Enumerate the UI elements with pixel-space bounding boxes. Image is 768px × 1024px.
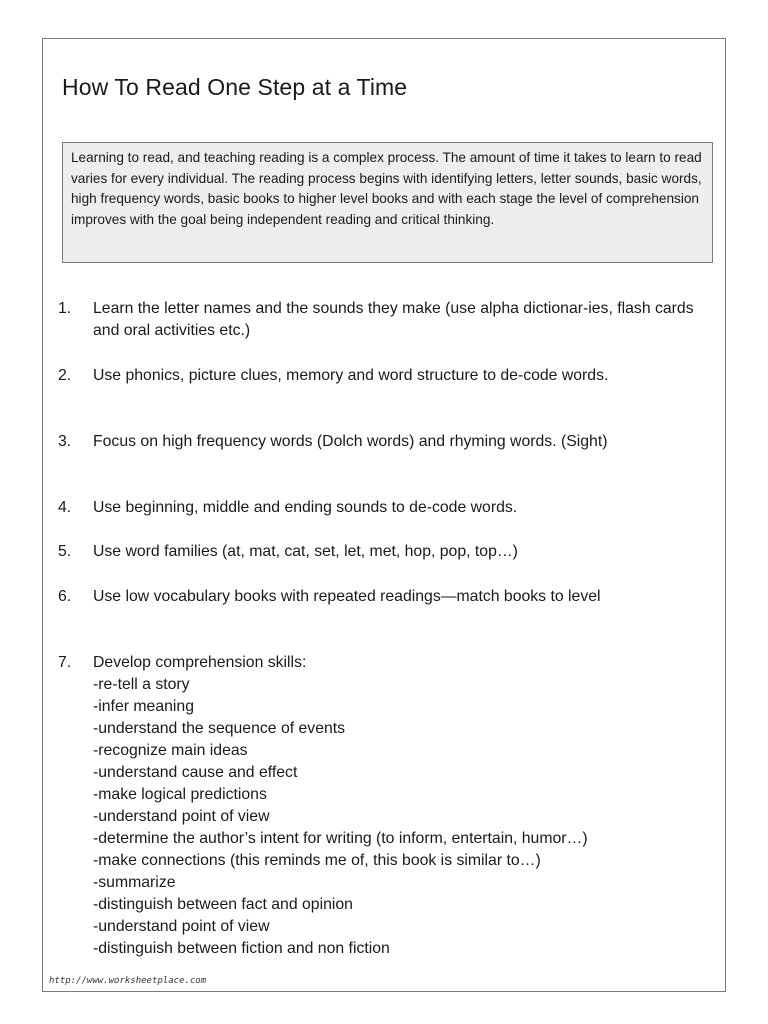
skill-item: -re-tell a story — [93, 676, 190, 693]
skill-item: -recognize main ideas — [93, 742, 248, 759]
step-text: Focus on high frequency words (Dolch words) and rhyming words. (Sight) — [93, 433, 608, 450]
step-text: Use beginning, middle and ending sounds to de-code words. — [93, 499, 518, 516]
skill-item: -understand point of view — [93, 918, 270, 935]
step-text: Learn the letter names and the sounds they make (use alpha dictionar-ies, flash cards and oral activities etc.) — [93, 300, 694, 339]
step-number: 5. — [58, 543, 72, 560]
step-text: Use word families (at, mat, cat, set, let, met, hop, pop, top…) — [93, 543, 518, 560]
page-title: How To Read One Step at a Time — [62, 74, 408, 100]
skill-item: -distinguish between fact and opinion — [93, 896, 353, 913]
comprehension-skills-list — [93, 674, 703, 960]
skill-item: -make connections (this reminds me of, this book is similar to…) — [93, 852, 541, 869]
skill-item: -understand point of view — [93, 808, 270, 825]
step-text: Use low vocabulary books with repeated readings—match books to level — [93, 588, 601, 605]
skill-item: -distinguish between fiction and non fiction — [93, 940, 390, 957]
skill-item: -make logical predictions — [93, 786, 267, 803]
step-text: Develop comprehension skills: — [93, 654, 307, 671]
step-number: 1. — [58, 300, 72, 317]
skill-item: -determine the author’s intent for writing (to inform, entertain, humor…) — [93, 830, 588, 847]
step-number: 6. — [58, 588, 72, 605]
step-number: 2. — [58, 367, 72, 384]
step-text: Use phonics, picture clues, memory and word structure to de-code words. — [93, 367, 609, 384]
skill-item: -understand the sequence of events — [93, 720, 346, 737]
step-number: 3. — [58, 433, 72, 450]
step-number: 4. — [58, 499, 72, 516]
step-text-block — [93, 652, 703, 960]
skill-item: -infer meaning — [93, 698, 194, 715]
skill-item: -understand cause and effect — [93, 764, 298, 781]
skill-item: -summarize — [93, 874, 176, 891]
footer-url[interactable]: http://www.worksheetplace.com — [49, 976, 207, 986]
intro-box: Learning to read, and teaching reading is a complex process. The amount of time it takes to learn to read varies for every individual. The reading process begins with identifying letters, letter sounds, basic words, high frequency words, basic books to higher level books and with each stage the level of comprehension improves with the goal being independent reading and critical thinking. — [62, 142, 713, 263]
step-number: 7. — [58, 654, 72, 671]
